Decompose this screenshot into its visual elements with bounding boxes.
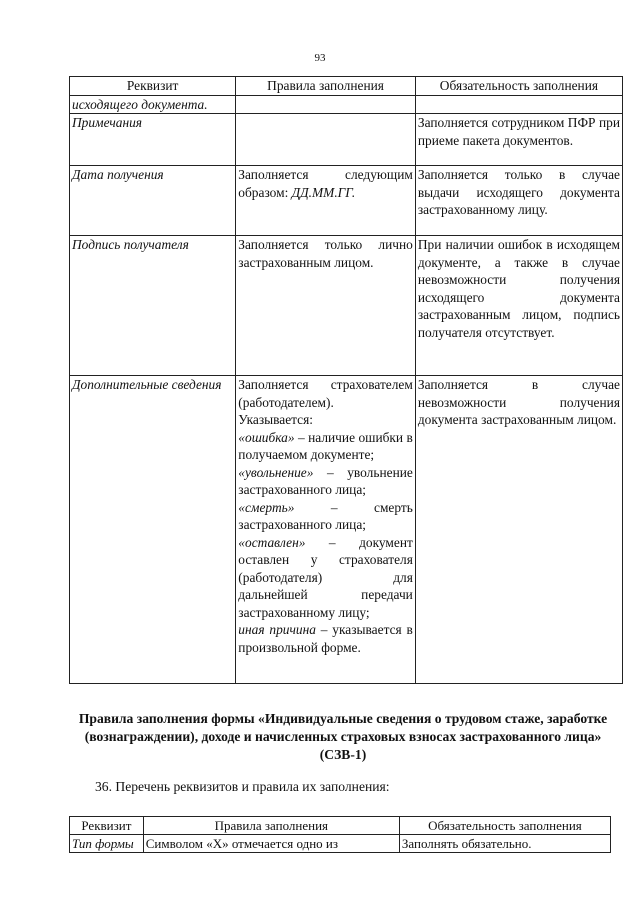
rules-cell	[236, 114, 416, 166]
date-format: ДД.ММ.ГГ.	[291, 184, 356, 200]
required-cell: Заполняется только в случае выдачи исходящего документа застрахованному лицу.	[415, 166, 622, 236]
table-row	[70, 166, 623, 236]
field-name: Дата получения	[70, 166, 236, 236]
field-name: Дополнительные сведения	[70, 376, 236, 684]
header-rules: Правила заполнения	[236, 77, 416, 96]
paragraph-36: 36. Перечень реквизитов и правила их заполнения:	[95, 779, 390, 794]
required-cell: Заполняется сотрудником ПФР при приеме пакета документов.	[415, 114, 622, 166]
requisites-table-continued	[69, 76, 623, 684]
required-cell: Заполнять обязательно.	[399, 835, 610, 853]
row-continuation: исходящего документа.	[70, 95, 236, 114]
header-required: Обязательность заполнения	[399, 817, 610, 835]
option-death: «смерть» – смерть застрахованного лица;	[238, 499, 413, 532]
table-row	[70, 95, 623, 114]
option-left: «оставлен» – документ оставлен у страхователя (работодателя) для дальнейшей передачи застрахованному лицу;	[238, 534, 413, 620]
page-number: 93	[314, 52, 326, 64]
header-required: Обязательность заполнения	[415, 77, 622, 96]
header-requisite: Реквизит	[70, 817, 144, 835]
rules-cell: Заполняется следующим образом: ДД.ММ.ГГ.	[236, 166, 416, 236]
option-error: «ошибка» – наличие ошибки в получаемом документе;	[238, 429, 413, 462]
header-requisite: Реквизит	[70, 77, 236, 96]
table-row	[70, 835, 611, 853]
field-name: Примечания	[70, 114, 236, 166]
field-name: Тип формы	[70, 835, 144, 853]
table-header-row	[70, 817, 611, 835]
required-cell: Заполняется в случае невозможности получения документа застрахованным лицом.	[415, 376, 622, 684]
option-dismissal: «увольнение» – увольнение застрахованного лица;	[238, 464, 413, 497]
table-header-row	[70, 77, 623, 96]
table-row	[70, 114, 623, 166]
table-row	[70, 236, 623, 376]
rules-cell: Символом «Х» отмечается одно из	[143, 835, 399, 853]
table-row	[70, 376, 623, 684]
section-title: Правила заполнения формы «Индивидуальные сведения о трудовом стаже, заработке (вознаграждении), доходе и начисленных страховых взносах застрахованного лица» (СЗВ-1)	[78, 711, 608, 762]
rules-cell: Заполняется только лично застрахованным лицом.	[236, 236, 416, 376]
header-rules: Правила заполнения	[143, 817, 399, 835]
field-name: Подпись получателя	[70, 236, 236, 376]
option-other: иная причина – указывается в произвольной форме.	[238, 622, 413, 655]
rules-cell: Заполняется страхователем (работодателем). Указывается: «ошибка» – наличие ошибки в получаемом документе; «увольнение» – увольнение застрахованного лица; «смерть» – смерть застрахованного лица; «оставлен» – документ оставлен у страхователя (работодателя) для дальнейшей передачи застрахованному лицу; иная причина – указывается в произвольной форме.	[236, 376, 416, 684]
required-cell: При наличии ошибок в исходящем документе, а также в случае невозможности получения исходящего документа застрахованным лицом, подпись получателя отсутствует.	[415, 236, 622, 376]
requisites-table-szv1	[69, 816, 611, 853]
